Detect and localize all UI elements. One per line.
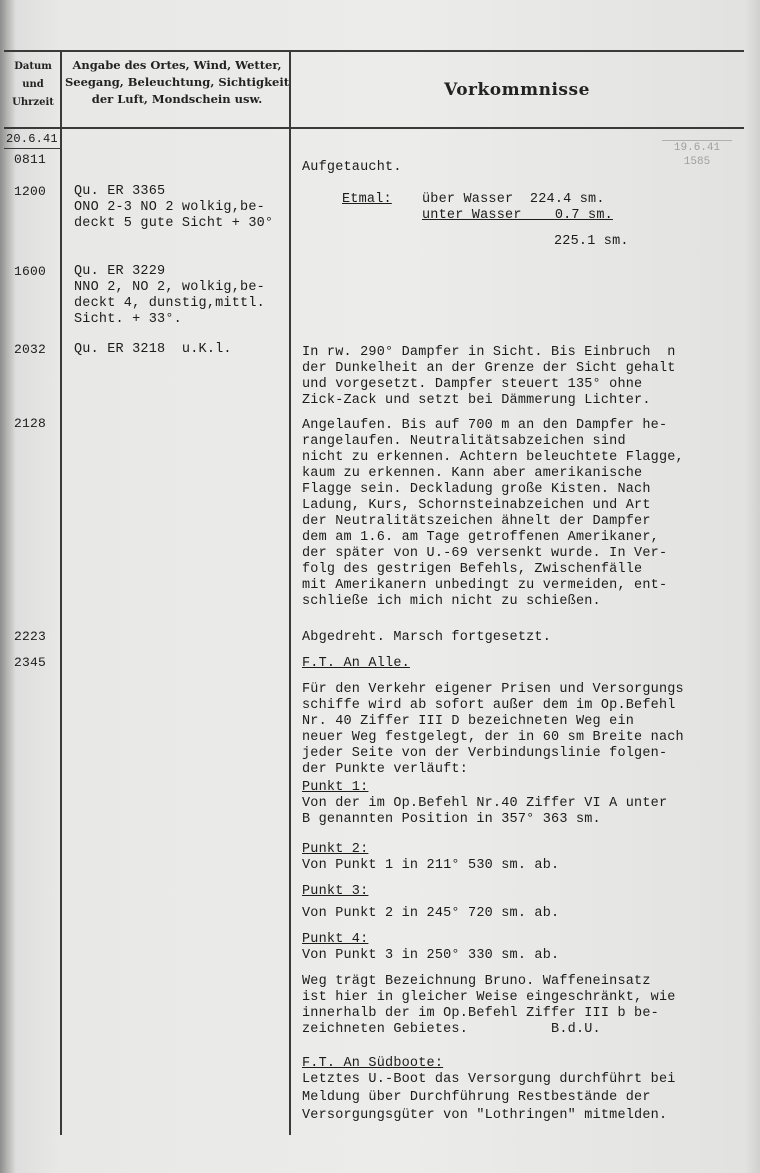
page-stamp: 19.6.41 1585 [662,140,732,177]
event-2128-line7: der Neutralitätszeichen ähnelt der Dampfer [302,514,651,529]
time-2032: 2032 [14,342,47,357]
event-2128-line1: Angelaufen. Bis auf 700 m an den Dampfer he- [302,418,668,433]
event-2128-line12: schließe ich mich nicht zu schießen. [302,594,601,609]
punkt-1-line1: Von der im Op.Befehl Nr.40 Ziffer VI A unter [302,796,668,811]
punkt-2-label: Punkt 2: [302,842,369,857]
punkt-4-line1: Von Punkt 3 in 250° 330 sm. ab. [302,948,560,963]
time-2345: 2345 [14,655,47,670]
top-rule [4,50,744,52]
event-2128-line9: der später von U.-69 versenkt wurde. In Ver- [302,546,668,561]
time-2128: 2128 [14,416,47,431]
etmal-label: Etmal: [342,192,392,207]
closing-line4: zeichneten Gebietes. B.d.U. [302,1022,601,1037]
event-2128-line4: kaum zu erkennen. Kann aber amerikanische [302,466,643,481]
ft-heading-all: F.T. An Alle. [302,656,410,671]
event-2128-line10: folg des gestrigen Befehls, Zwischenfälle [302,562,643,577]
time-2223: 2223 [14,629,47,644]
closing-line2: ist hier in gleicher Weise eingeschränkt, wie [302,990,676,1005]
punkt-2-line1: Von Punkt 1 in 211° 530 sm. ab. [302,858,560,873]
event-2345-line4: neuer Weg festgelegt, der in 60 sm Breite nach [302,730,684,745]
punkt-4-label: Punkt 4: [302,932,369,947]
header-rule [4,127,744,129]
place-1600-line3: deckt 4, dunstig,mittl. [74,296,265,311]
etmal-over-water: über Wasser 224.4 sm. [422,192,605,207]
event-2128-line5: Flagge sein. Deckladung große Kisten. Nach [302,482,651,497]
punkt-1-line2: B genannten Position in 357° 363 sm. [302,812,601,827]
event-2223: Abgedreht. Marsch fortgesetzt. [302,630,552,645]
place-1600-line4: Sicht. + 33°. [74,312,182,327]
event-2128-line6: Ladung, Kurs, Schornsteinabzeichen und Art [302,498,651,513]
place-2032: Qu. ER 3218 u.K.l. [74,342,232,357]
event-2128-line11: mit Amerikanern unbedingt zu vermeiden, ent- [302,578,668,593]
punkt-3-label: Punkt 3: [302,884,369,899]
event-2345-line6: der Punkte verläuft: [302,762,469,777]
event-0811: Aufgetaucht. [302,160,402,175]
event-2345-line1: Für den Verkehr eigener Prisen und Versorgungs [302,682,684,697]
ft-south-line1: Letztes U.-Boot das Versorgung durchführt bei [302,1072,676,1087]
place-1200-line3: deckt 5 gute Sicht + 30° [74,216,274,231]
col-divider-2 [289,50,291,1135]
event-2128-line3: nicht zu erkennen. Achtern beleuchtete Flagge, [302,450,684,465]
event-2128-line2: rangelaufen. Neutralitätsabzeichen sind [302,434,626,449]
event-2128-line8: dem am 1.6. am Tage getroffenen Amerikaner, [302,530,659,545]
place-1200-line2: ONO 2-3 NO 2 wolkig,be- [74,200,265,215]
place-1600-line2: NNO 2, NO 2, wolkig,be- [74,280,265,295]
place-1600-line1: Qu. ER 3229 [74,264,166,279]
etmal-total: 225.1 sm. [554,234,629,249]
closing-line1: Weg trägt Bezeichnung Bruno. Waffeneinsatz [302,974,651,989]
event-2032-line1: In rw. 290° Dampfer in Sicht. Bis Einbruch n [302,345,676,360]
etmal-under-water: unter Wasser 0.7 sm. [422,208,613,223]
place-1200-line1: Qu. ER 3365 [74,184,166,199]
event-2345-line5: jeder Seite von der Verbindungslinie folgen- [302,746,668,761]
time-1600: 1600 [14,264,47,279]
header-events: Vorkommnisse [444,80,590,100]
event-2032-line2: der Dunkelheit an der Grenze der Sicht gehalt [302,361,676,376]
header-place-weather: Angabe des Ortes, Wind, Wetter, Seegang, Beleuchtung, Sichtigkeit der Luft, Mondschein usw. [64,58,290,106]
event-2032-line3: und vorgesetzt. Dampfer steuert 135° ohne [302,377,643,392]
ft-heading-south: F.T. An Südboote: [302,1056,444,1071]
header-date-time: Datum und Uhrzeit [12,61,54,108]
event-2345-line2: schiffe wird ab sofort außer dem im Op.Befehl [302,698,676,713]
time-1200: 1200 [14,184,47,199]
ft-south-line3: Versorgungsgüter von "Lothringen" mitmelden. [302,1108,668,1123]
event-2032-line4: Zick-Zack und setzt bei Dämmerung Lichter. [302,393,651,408]
punkt-1-label: Punkt 1: [302,780,369,795]
col-divider-1 [60,50,62,1135]
closing-line3: innerhalb der im Op.Befehl Ziffer III b be- [302,1006,659,1021]
ft-south-line2: Meldung über Durchführung Restbestände der [302,1090,651,1105]
event-2345-line3: Nr. 40 Ziffer III D bezeichneten Weg ein [302,714,635,729]
punkt-3-line1: Von Punkt 2 in 245° 720 sm. ab. [302,906,560,921]
time-0811: 0811 [14,152,47,167]
date-cell: 20.6.41 [6,132,58,146]
date-underline [4,148,60,149]
